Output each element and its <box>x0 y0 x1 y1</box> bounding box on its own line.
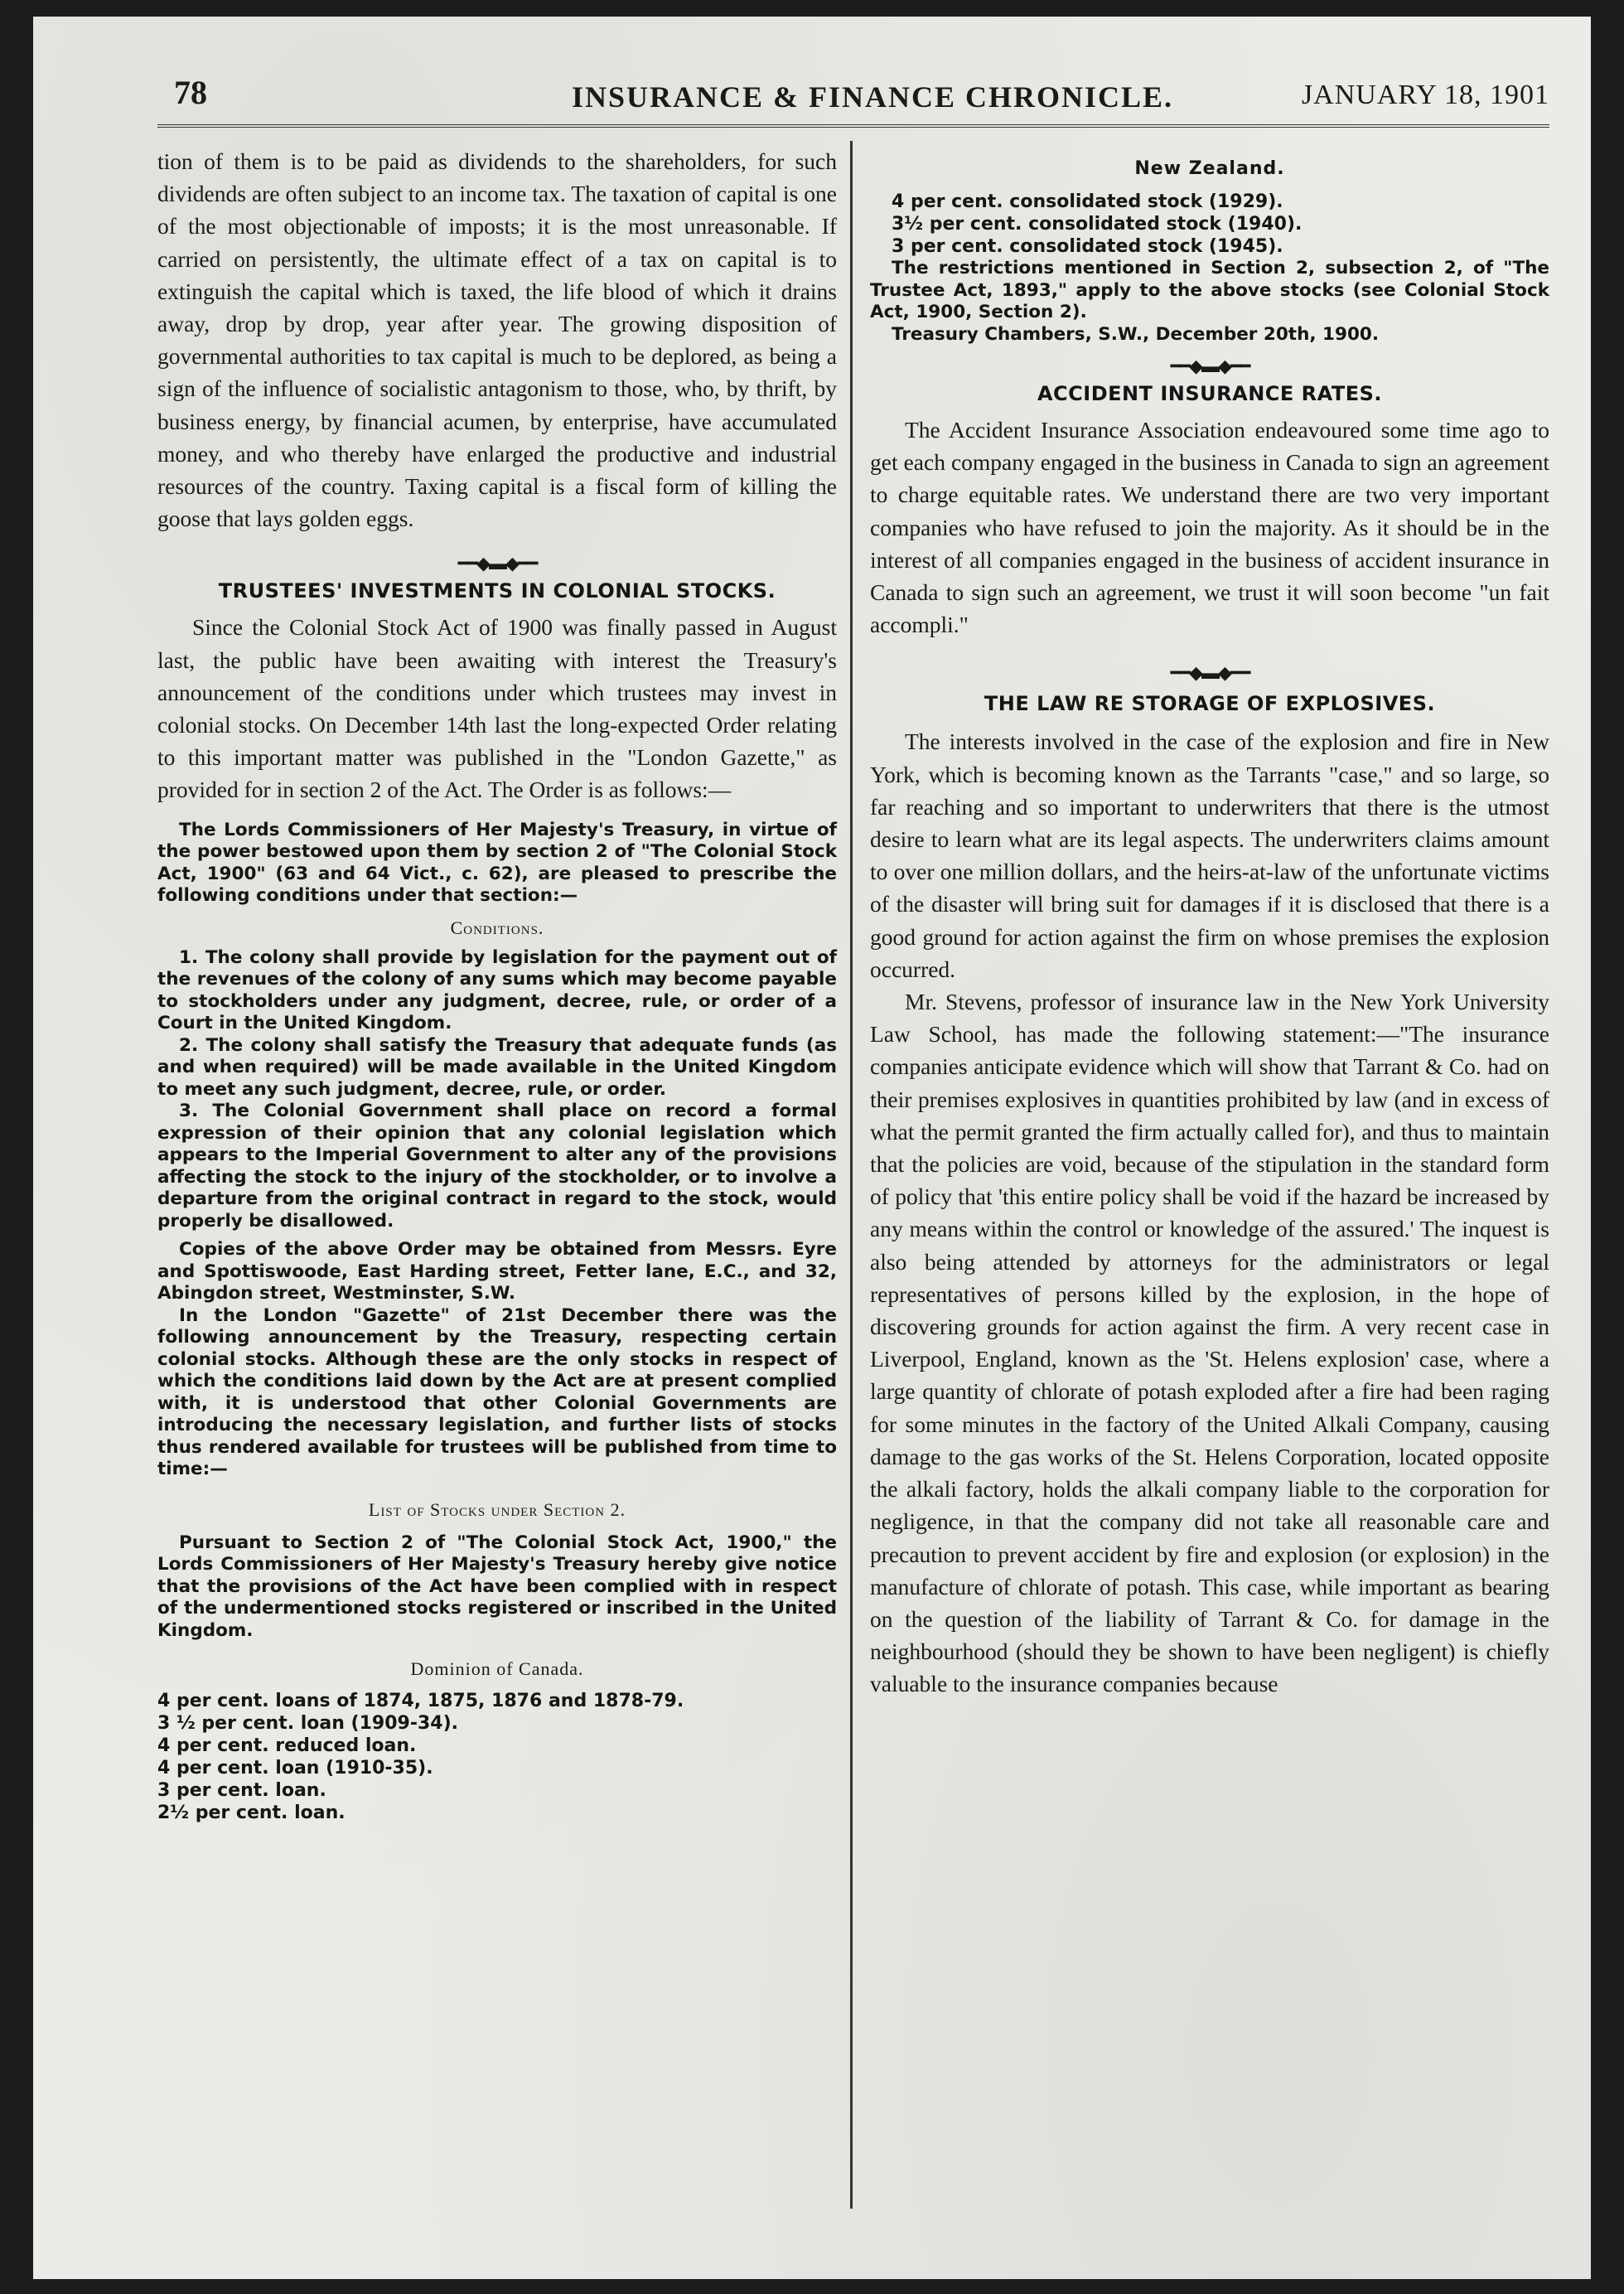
newspaper-page <box>33 17 1591 2279</box>
canada-stock-list <box>157 1690 837 1824</box>
copies-note: Copies of the above Order may be obtained from Messrs. Eyre and Spottiswoode, East Harding street, Fetter lane, E.C., and 32, Abingdon street, Westminster, S.W. <box>157 1239 837 1304</box>
list-heading: List of Stocks under Section 2. <box>368 1498 626 1520</box>
order-preamble: The Lords Commissioners of Her Majesty's Treasury, in virtue of the power bestowed upon them by section 2 of "The Colonial Stock Act, 1900" (63 and 64 Vict., c. 62), are pleased to prescribe the following conditions under that section:— <box>157 819 837 907</box>
nz-note: The restrictions mentioned in Section 2, subsection 2, of "The Trustee Act, 1893," apply to the above stocks (see Colonial Stock Act, 1900, Section 2). <box>870 258 1549 322</box>
gazette-note: In the London "Gazette" of 21st December there was the following announcement by the Treasury, respecting certain colonial stocks. Although these are the only stocks in respect of which the conditions laid down by the Act are at present complied with, it is understood that other Colonial Governments are introducing the necessary legislation, and further lists of stocks thus rendered available for trustees will be published from time to time:— <box>157 1304 837 1480</box>
column-divider <box>850 141 853 2209</box>
list-item: 3 ½ per cent. loan (1909-34). <box>157 1713 458 1735</box>
nz-signature: Treasury Chambers, S.W., December 20th, 1900. <box>892 323 1380 345</box>
explosives-paragraph: The interests involved in the case of the explosion and fire in New York, which is becoming known as the Tarrants "case," and so large, so far reaching and so important to underwriters that there is the utmost desire to learn what are its legal aspects. The underwriters claims amount to over one million dollars, and the heirs-at-law of the unfortunate victims of the disaster will bring suit for damages if it is disclosed that there is a good ground for action against the firm on whose premises the explosion occurred. <box>870 728 1549 982</box>
issue-date: JANUARY 18, 1901 <box>1301 80 1549 110</box>
list-item: 4 per cent. loans of 1874, 1875, 1876 and 1878-79. <box>157 1691 684 1712</box>
page-number: 78 <box>174 74 207 111</box>
left-column <box>157 145 837 1824</box>
opening-paragraph: tion of them is to be paid as dividends to the shareholders, for such dividends are often subject to an income tax. The taxation of capital is one of the most objectionable of imposts; it is the most unreasonable. If carried on persistently, the ultimate effect of a tax on capital is to extinguish the capital which is taxed, the life blood of which it drains away, drop by drop, year after year. The growing disposition of governmental authorities to tax capital is much to be deplored, as being a sign of the influence of socialistic antagonism to those, who, by thrift, by business energy, by financial acumen, by enterprise, have accumulated money, and who thereby have enlarged the productive and industrial resources of the country. Taxing capital is a fiscal form of killing the goose that lays golden eggs. <box>157 148 837 532</box>
condition-item: 1. The colony shall provide by legislation for the payment out of the revenues of the colony of any sums which may become payable to stockholders under any judgment, decree, rule, or order of a Court in the United Kingdom. <box>157 946 837 1034</box>
explosives-paragraph: Mr. Stevens, professor of insurance law in the New York University Law School, has made the following statement:—"The insurance companies anticipate evidence which will show that Tarrant & Co. had on their premises explosives in quantities prohibited by law (and in excess of what the permit granted the firm actually called for), and thus to maintain that the policies are void, because of the stipulation in the standard form of policy that 'this entire policy shall be void if the hazard be increased by any means within the control or knowledge of the assured.' The inquest is also being attended by attorneys for the administrators or legal representatives of persons killed by the explosion, in the hope of discovering grounds for action against the firm. A very recent case in Liverpool, England, known as the 'St. Helens explosion' case, where a large quantity of chlorate of potash exploded after a fire had been raging for some minutes in the factory of the United Alkali Company, causing damage to the gas works of the St. Helens Corporation, located opposite the alkali factory, holds the alkali company liable to the corporation for negligence, in that the company did not take all reasonable care and precaution to prevent accident by fire and explosion (or explosion) in the manufacture of chlorate of potash. This case, while important as bearing on the question of the liability of Tarrant & Co. for damage in the neighbourhood (should they be shown to have been negligent) is chiefly valuable to the insurance companies because <box>870 989 1549 1697</box>
trustees-heading: TRUSTEES' INVESTMENTS IN COLONIAL STOCKS. <box>218 579 776 603</box>
list-item: 4 per cent. reduced loan. <box>157 1735 417 1757</box>
trustees-intro: Since the Colonial Stock Act of 1900 was finally passed in August last, the public have been awaiting with interest the Treasury's announcement of the conditions under which trustees may invest in colonial stocks. On December 14th last the long-expected Order relating to this important matter was published in the "London Gazette," as provided for in section 2 of the Act. The Order is as follows:— <box>157 614 837 803</box>
ornament-divider: ━━◆▬◆━━ <box>457 553 537 574</box>
nz-stock-list <box>870 191 1549 258</box>
right-column <box>870 145 1549 1701</box>
journal-title: INSURANCE & FINANCE CHRONICLE. <box>572 80 1174 114</box>
explosives-heading: THE LAW RE STORAGE OF EXPLOSIVES. <box>984 692 1436 716</box>
ornament-divider: ━━◆▬◆━━ <box>1170 662 1249 684</box>
accident-heading: ACCIDENT INSURANCE RATES. <box>1037 382 1382 405</box>
list-item: 2½ per cent. loan. <box>157 1803 346 1824</box>
list-item: 4 per cent. consolidated stock (1929). <box>892 191 1283 212</box>
canada-heading: Dominion of Canada. <box>410 1658 584 1680</box>
condition-item: 3. The Colonial Government shall place on record a formal expression of their opinion that any colonial legislation which appears to the Imperial Government to alter any of the provisions affecting the stock to the injury of the stockholder, or to involve a departure from the original contract in regard to the stock, would properly be disallowed. <box>157 1101 837 1232</box>
header-rule <box>157 124 1549 128</box>
list-item: 3 per cent. consolidated stock (1945). <box>892 236 1283 257</box>
nz-heading: New Zealand. <box>1134 158 1285 179</box>
list-item: 4 per cent. loan (1910-35). <box>157 1758 433 1779</box>
list-item: 3½ per cent. consolidated stock (1940). <box>892 214 1303 235</box>
ornament-divider: ━━◆▬◆━━ <box>1170 356 1249 376</box>
conditions-heading: Conditions. <box>450 917 544 938</box>
page-header <box>157 66 1549 124</box>
accident-paragraph: The Accident Insurance Association endeavoured some time ago to get each company engaged in the business in Canada to sign an agreement to charge equitable rates. We understand there are two very important companies who have refused to join the majority. As it should be in the interest of all companies engaged in the business of accident insurance in Canada to sign such an agreement, we trust it will soon become "un fait accompli." <box>870 417 1549 638</box>
list-intro: Pursuant to Section 2 of "The Colonial Stock Act, 1900," the Lords Commissioners of Her Majesty's Treasury hereby give notice that the provisions of the Act have been complied with in respect of the undermentioned stocks registered or inscribed in the United Kingdom. <box>157 1532 837 1641</box>
list-item: 3 per cent. loan. <box>157 1780 326 1802</box>
condition-item: 2. The colony shall satisfy the Treasury that adequate funds (as and when required) will be made available in the United Kingdom to meet any such judgment, decree, rule, or order. <box>157 1034 837 1100</box>
